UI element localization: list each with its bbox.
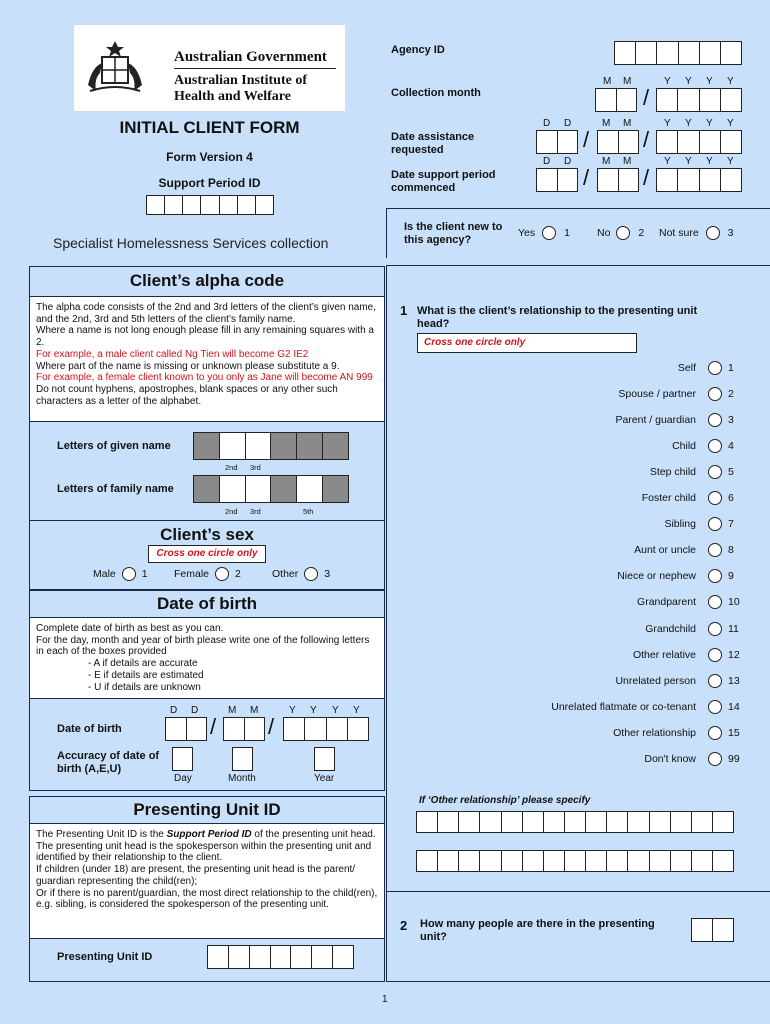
presenting-p3: If children (under 18) are present, the presenting unit head is the parent/ guardian representing the child(ren);	[36, 864, 356, 887]
relationship-label: Don't know	[644, 752, 696, 765]
new-client-notsure[interactable]	[659, 226, 733, 240]
alpha-example1: For example, a male client called Ng Tien will become G2 IE2	[36, 348, 309, 360]
family-name-label: Letters of family name	[57, 483, 174, 495]
y1: Y	[664, 118, 671, 129]
gov-title: Australian Government	[174, 49, 327, 65]
date-assistance-dd[interactable]	[536, 130, 578, 154]
dob-date-label: Date of birth	[57, 723, 122, 735]
g2-label: 2nd	[225, 463, 238, 472]
alpha-p2: Where a name is not long enough please fill in any remaining squares with a 2.	[36, 325, 374, 349]
relationship-radio[interactable]	[708, 648, 722, 662]
m2: M	[623, 118, 632, 129]
other-label: Other	[272, 567, 299, 580]
other-radio[interactable]	[304, 567, 318, 581]
relationship-radio[interactable]	[708, 517, 722, 531]
year-label: Year	[314, 773, 335, 784]
d2: D	[564, 156, 572, 167]
relationship-label: Self	[677, 362, 696, 374]
relationship-code: 9	[728, 570, 734, 583]
male-radio[interactable]	[122, 567, 136, 581]
relationship-code: 10	[728, 596, 740, 609]
relationship-label: Sibling	[664, 518, 696, 531]
relationship-label: Unrelated person	[615, 674, 696, 687]
date-assistance-label: Date assistance requested	[391, 131, 475, 156]
dob-p1: Complete date of birth as best as you can.	[36, 623, 224, 634]
g3-label: 3rd	[250, 463, 261, 472]
dob-p2: For the day, month and year of birth please write one of the following letters in each of the boxes provided	[36, 634, 370, 658]
m1: M	[228, 705, 237, 716]
presenting-unit-count[interactable]	[691, 918, 734, 942]
m2: M	[623, 156, 632, 167]
relationship-option[interactable]	[615, 413, 750, 427]
relationship-code: 11	[728, 622, 739, 635]
q1-specify-label	[419, 795, 590, 806]
alpha-p1: The alpha code consists of the 2nd and 3rd letters of the client’s given name, and the 2nd, 3rd and 5th letters of the client’s family name.	[36, 302, 377, 325]
relationship-option[interactable]	[664, 517, 750, 531]
institute-line2: Health and Welfare	[174, 89, 291, 104]
collection-month-mm[interactable]	[595, 88, 637, 112]
presenting-p1	[36, 829, 378, 841]
relationship-option[interactable]	[650, 465, 750, 479]
relationship-radio[interactable]	[708, 569, 722, 583]
f5-label: 5th	[303, 507, 314, 516]
y4: Y	[727, 118, 734, 129]
dob-description	[29, 617, 385, 699]
sex-heading: Client’s sex	[160, 525, 254, 544]
collection-title	[53, 235, 328, 251]
spec-b: Other relationship	[430, 795, 517, 806]
dob-l3: - U if details are unknown	[88, 681, 201, 693]
m1: M	[603, 76, 612, 87]
agency-id-label: Agency ID	[391, 44, 445, 56]
dob-dd[interactable]	[165, 717, 207, 741]
f2-label: 2nd	[225, 507, 238, 516]
relationship-radio[interactable]	[708, 543, 722, 557]
relationship-code: 14	[728, 700, 740, 713]
relationship-option[interactable]	[678, 361, 750, 375]
yes-radio[interactable]	[542, 226, 556, 240]
relationship-code: 4	[728, 440, 734, 453]
d1: D	[543, 118, 551, 129]
slash: /	[583, 127, 590, 152]
relationship-radio[interactable]	[708, 387, 722, 401]
slash: /	[643, 85, 650, 110]
relationship-label: Other relationship	[613, 726, 696, 739]
coat-of-arms-icon	[80, 33, 150, 103]
f3-label: 3rd	[250, 507, 261, 516]
q1-number: 1	[400, 303, 408, 318]
presenting-p2: The presenting unit head is the spokesperson within the presenting unit and identified by their relationship to the client.	[36, 840, 372, 864]
relationship-option[interactable]	[645, 622, 750, 636]
male-label: Male	[93, 567, 116, 580]
notsure-radio[interactable]	[706, 226, 720, 240]
date-support-mm[interactable]	[597, 168, 639, 192]
yes-label: Yes	[518, 226, 536, 239]
y1: Y	[664, 76, 671, 87]
collection-text: Specialist Homelessness Services collection	[53, 235, 329, 251]
relationship-option[interactable]	[672, 439, 750, 453]
relationship-radio[interactable]	[708, 700, 722, 714]
sex-female[interactable]	[174, 567, 241, 581]
relationship-radio[interactable]	[708, 465, 722, 479]
d2: D	[191, 705, 199, 716]
y4: Y	[353, 705, 360, 716]
relationship-label: Grandchild	[645, 622, 696, 635]
dob-accuracy-month[interactable]	[232, 747, 253, 771]
new-client-no[interactable]	[597, 226, 644, 240]
q2-number: 2	[400, 918, 408, 933]
relationship-label: Niece or nephew	[617, 570, 696, 583]
relationship-option[interactable]	[617, 569, 750, 583]
slash: /	[268, 714, 275, 739]
spec-a: If ‘	[419, 795, 431, 806]
form-title: INITIAL CLIENT FORM	[119, 118, 300, 137]
female-radio[interactable]	[215, 567, 229, 581]
relationship-label: Child	[672, 440, 696, 453]
d1: D	[543, 156, 551, 167]
y3: Y	[706, 118, 713, 129]
m1: M	[602, 156, 611, 167]
month-label: Month	[228, 773, 256, 784]
other-relationship-line2[interactable]	[416, 850, 734, 872]
relationship-option[interactable]	[642, 491, 750, 505]
relationship-option[interactable]	[613, 726, 750, 740]
yes-code: 1	[564, 226, 570, 239]
presenting-id-input[interactable]	[207, 945, 354, 969]
q1-instruction: Cross one circle only	[417, 333, 637, 353]
dob-yyyy[interactable]	[283, 717, 369, 741]
support-period-label: Support Period ID	[158, 176, 261, 190]
collection-month-label: Collection month	[391, 87, 481, 99]
q2-question: How many people are there in the presenting unit?	[420, 918, 655, 943]
date-support-yyyy[interactable]	[656, 168, 742, 192]
relationship-option[interactable]	[615, 674, 750, 688]
notsure-label: Not sure	[659, 226, 699, 239]
notsure-code: 3	[727, 226, 734, 239]
relationship-code: 8	[728, 544, 734, 557]
relationship-radio[interactable]	[708, 595, 722, 609]
d2: D	[564, 118, 572, 129]
female-code: 2	[234, 567, 241, 580]
no-label: No	[597, 226, 611, 239]
relationship-radio[interactable]	[708, 674, 722, 688]
y3: Y	[706, 76, 713, 87]
y2: Y	[685, 156, 692, 167]
family-name-letters[interactable]	[193, 475, 349, 503]
relationship-code: 7	[728, 518, 734, 531]
relationship-option[interactable]	[633, 648, 750, 662]
relationship-label: Step child	[649, 466, 696, 479]
presenting-heading: Presenting Unit ID	[29, 796, 385, 824]
y4: Y	[727, 156, 734, 167]
relationship-option[interactable]	[634, 543, 750, 557]
relationship-label: Other relative	[632, 648, 696, 661]
p1c: of the presenting unit head.	[251, 829, 376, 840]
relationship-label: Grandparent	[637, 596, 696, 609]
agency-id-input[interactable]	[614, 41, 742, 65]
new-client-question: Is the client new to this agency?	[404, 221, 503, 246]
slash: /	[210, 714, 217, 739]
d1: D	[170, 705, 178, 716]
slash: /	[643, 127, 650, 152]
slash: /	[643, 165, 650, 190]
dob-accuracy-year[interactable]	[314, 747, 335, 771]
dob-l1: - A if details are accurate	[88, 658, 198, 670]
relationship-label: Aunt or uncle	[634, 544, 696, 557]
sex-other[interactable]	[272, 567, 330, 581]
given-name-label: Letters of given name	[57, 440, 171, 452]
day-label: Day	[174, 773, 192, 784]
presenting-p4: Or if there is no parent/guardian, the most direct relationship to the child(ren), e.g. sibling, is considered the spokesperson of the presenting unit.	[36, 887, 378, 911]
y1: Y	[289, 705, 296, 716]
relationship-radio[interactable]	[708, 439, 722, 453]
given-name-letters[interactable]	[193, 432, 349, 460]
relationship-radio[interactable]	[708, 622, 722, 636]
date-assistance-yyyy[interactable]	[656, 130, 742, 154]
presenting-id-label: Presenting Unit ID	[57, 951, 153, 963]
relationship-label: Parent / guardian	[615, 414, 696, 427]
dob-mm[interactable]	[223, 717, 265, 741]
date-support-label: Date support period commenced	[391, 169, 496, 194]
sex-instruction: Cross one circle only	[148, 545, 266, 563]
m2: M	[250, 705, 259, 716]
sex-male[interactable]	[93, 567, 148, 581]
form-version: Form Version 4	[166, 150, 253, 164]
presenting-description	[29, 823, 385, 939]
relationship-label: Unrelated flatmate or co-tenant	[551, 700, 696, 713]
relationship-code: 3	[728, 414, 734, 427]
y2: Y	[310, 705, 317, 716]
date-support-dd[interactable]	[536, 168, 578, 192]
m1: M	[602, 118, 611, 129]
m2: M	[623, 76, 632, 87]
relationship-radio[interactable]	[708, 752, 722, 766]
female-label: Female	[174, 567, 210, 580]
relationship-code: 1	[728, 362, 734, 374]
spec-c: ’ please specify	[516, 795, 591, 806]
other-code: 3	[324, 567, 331, 580]
new-client-yes[interactable]	[518, 226, 570, 240]
support-period-id-input[interactable]	[146, 195, 274, 215]
y3: Y	[706, 156, 713, 167]
relationship-code: 15	[728, 726, 740, 739]
relationship-option[interactable]	[637, 595, 750, 609]
alpha-p3: Where part of the name is missing or unknown please substitute a 9.	[36, 360, 340, 372]
relationship-label: Spouse / partner	[618, 388, 696, 401]
relationship-option[interactable]	[618, 387, 750, 401]
male-code: 1	[141, 567, 148, 580]
y2: Y	[685, 76, 692, 87]
institute-line1: Australian Institute of	[174, 73, 308, 88]
relationship-code: 13	[728, 674, 740, 687]
dob-l2: - E if details are estimated	[88, 669, 204, 681]
relationship-code: 99	[728, 752, 740, 765]
y2: Y	[685, 118, 692, 129]
alpha-heading: Client’s alpha code	[29, 266, 385, 297]
q1-question: What is the client’s relationship to the presenting unit head?	[417, 305, 698, 330]
p1a: The Presenting Unit ID is the	[36, 829, 167, 840]
no-code: 2	[638, 226, 645, 239]
dob-accuracy-label: Accuracy of date of birth (A,E,U)	[57, 750, 160, 775]
relationship-code: 5	[728, 466, 734, 479]
relationship-option[interactable]	[644, 752, 750, 766]
relationship-label: Foster child	[641, 492, 696, 505]
relationship-code: 6	[728, 492, 734, 505]
relationship-code: 2	[728, 388, 734, 401]
relationship-radio[interactable]	[708, 413, 722, 427]
y4: Y	[727, 76, 734, 87]
relationship-radio[interactable]	[708, 726, 722, 740]
dob-heading: Date of birth	[29, 590, 385, 618]
alpha-example2: For example, a female client known to you only as Jane will become AN 999	[36, 372, 373, 384]
dob-accuracy-day[interactable]	[172, 747, 193, 771]
slash: /	[583, 165, 590, 190]
relationship-option[interactable]	[551, 700, 750, 714]
y3: Y	[332, 705, 339, 716]
no-radio[interactable]	[616, 226, 630, 240]
collection-month-yyyy[interactable]	[656, 88, 742, 112]
page-number: 1	[382, 994, 388, 1005]
relationship-radio[interactable]	[708, 491, 722, 505]
date-assistance-mm[interactable]	[597, 130, 639, 154]
relationship-radio[interactable]	[708, 361, 722, 375]
y1: Y	[664, 156, 671, 167]
aihw-logo	[74, 25, 345, 111]
alpha-p4: Do not count hyphens, apostrophes, blank spaces or any other such characters as a letter of the alphabet.	[36, 383, 338, 407]
p1b: Support Period ID	[166, 829, 252, 840]
alpha-description	[29, 296, 385, 422]
relationship-code: 12	[728, 648, 740, 661]
other-relationship-line1[interactable]	[416, 811, 734, 833]
